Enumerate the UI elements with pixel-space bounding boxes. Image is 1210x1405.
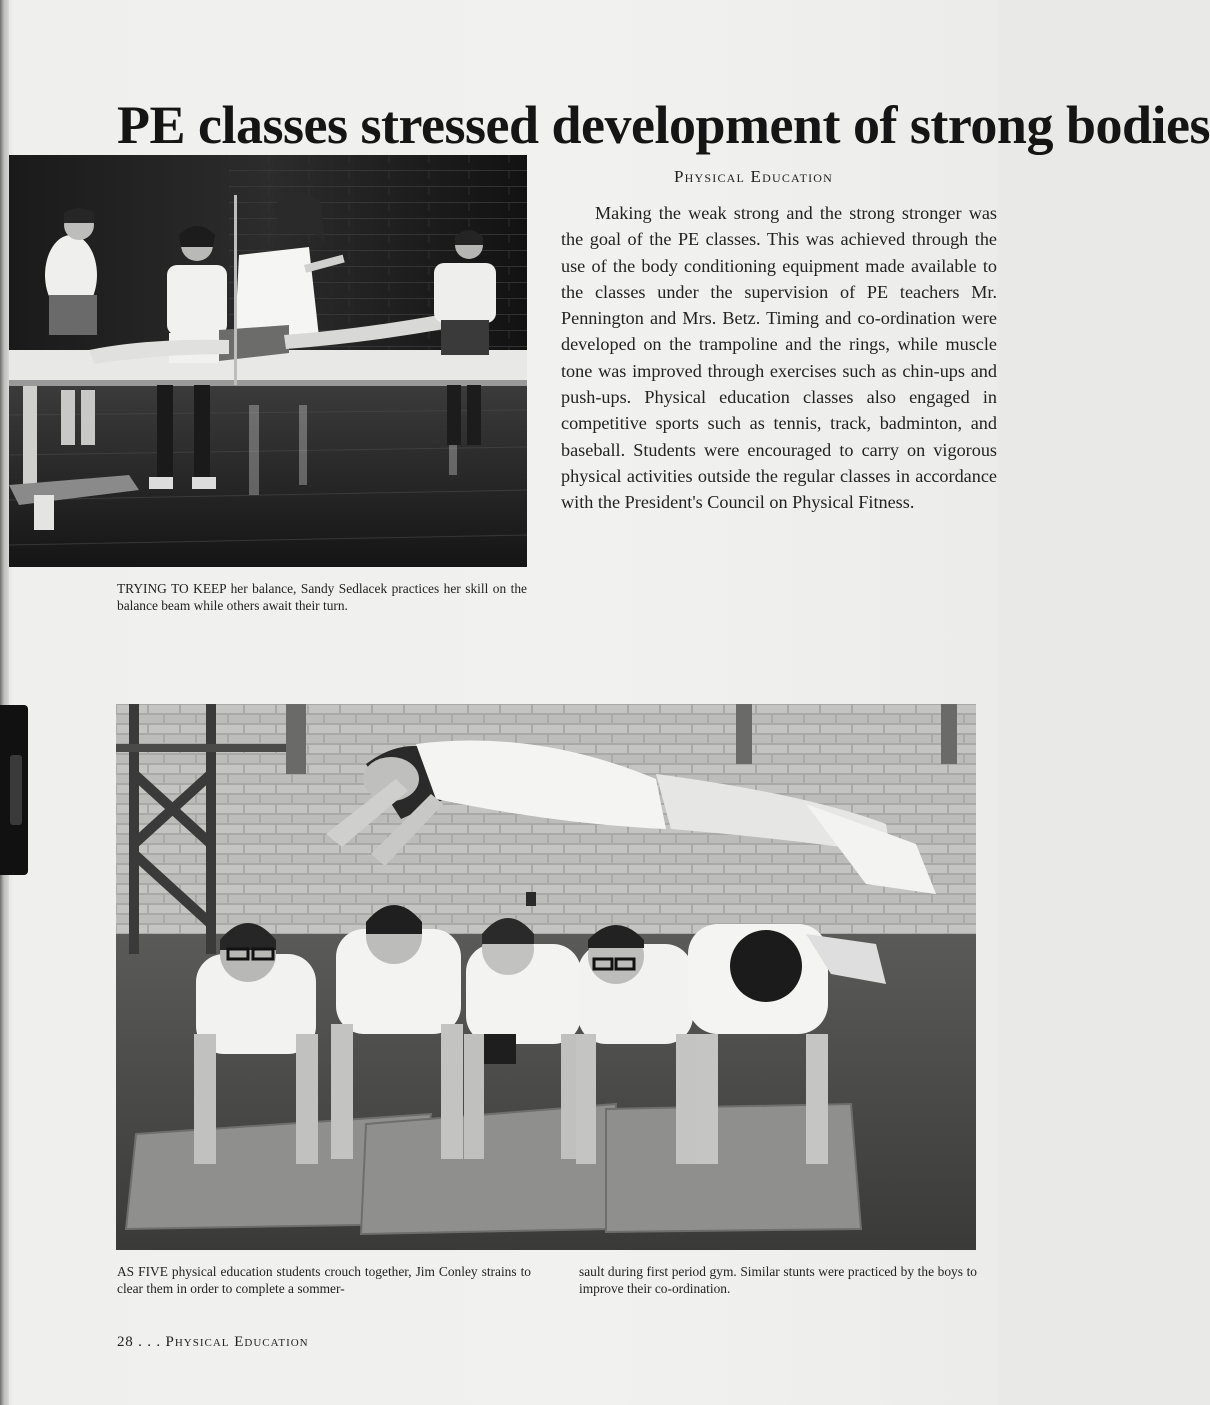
page-number: 28 <box>117 1334 134 1350</box>
balance-beam-caption: TRYING TO KEEP her balance, Sandy Sedlacek practices her skill on the balance beam while others await their turn. <box>117 581 527 613</box>
section-heading: Physical Education <box>674 167 834 186</box>
article-body: Making the weak strong and the strong stronger was the goal of the PE classes. This was achieved through the use of the body conditioning equipment made available to the classes under the supervision of PE teachers Mr. Pennington and Mrs. Betz. Timing and co-ordination were developed on the trampoline and the rings, while muscle tone was improved through exercises such as chin-ups and push-ups. Physical education classes also engaged in competitive sports such as tennis, track, badminton, and baseball. Students were encouraged to carry on vigorous physical activities outside the regular classes in accordance with the President's Council on Physical Fitness. <box>561 203 997 513</box>
folio-separator: . . . <box>138 1334 161 1350</box>
page-folio <box>117 1334 309 1351</box>
leapfrog-photo <box>116 704 976 1250</box>
balance-beam-photo <box>9 155 527 567</box>
binder-clip <box>0 705 28 875</box>
leapfrog-caption-column-2: sault during first period gym. Similar stunts were practiced by the boys to improve their co-ordination. <box>579 1264 977 1296</box>
leapfrog-caption-column-1: AS FIVE physical education students crouch together, Jim Conley strains to clear them in order to complete a sommer- <box>117 1264 531 1296</box>
page-binding-edge <box>0 0 9 1405</box>
page-headline: PE classes stressed development of strong bodies <box>117 95 1210 156</box>
folio-section: Physical Education <box>165 1334 309 1350</box>
